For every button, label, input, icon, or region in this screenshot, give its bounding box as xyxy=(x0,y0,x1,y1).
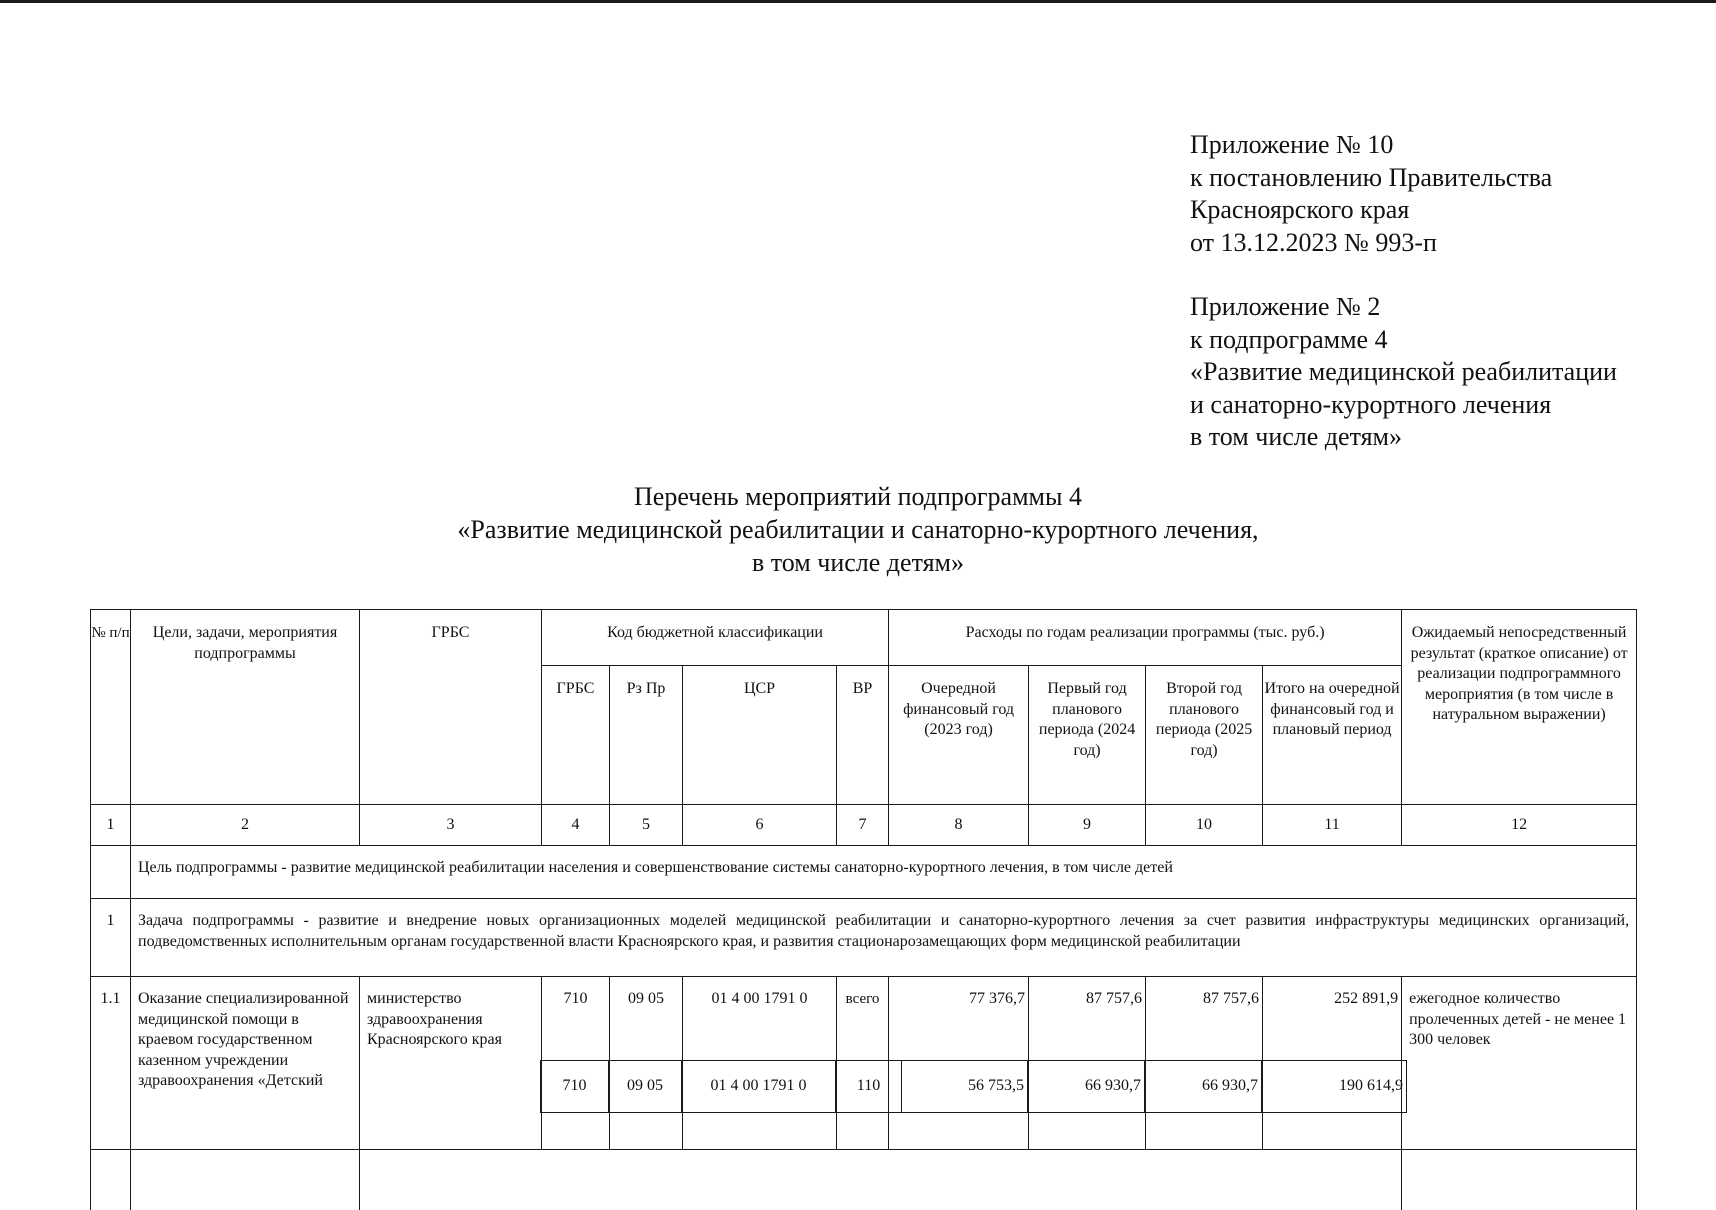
csr-code: 01 4 00 1791 0 xyxy=(683,977,837,1150)
column-number: 5 xyxy=(610,805,683,846)
title-line: в том числе детям» xyxy=(0,546,1716,579)
amount-2025: 66 930,7 xyxy=(1145,1061,1262,1113)
task-row xyxy=(91,899,1637,977)
goal-text: Цель подпрограммы - развитие медицинской реабилитации населения и совершенствование системы санаторно-курортного лечения, в том числе детей xyxy=(131,846,1637,899)
grbs-name: министерство здравоохранения Красноярского края xyxy=(360,977,542,1150)
grbs-code: 710 xyxy=(542,977,610,1150)
header-total: Итого на очередной финансовый год и плановый период xyxy=(1263,666,1402,805)
header-no: № п/п xyxy=(91,610,131,805)
column-number: 3 xyxy=(360,805,542,846)
header-expenses: Расходы по годам реализации программы (тыс. руб.) xyxy=(889,610,1402,666)
header-vr: ВР xyxy=(837,666,889,805)
appendix-2-line: к подпрограмме 4 xyxy=(1190,324,1617,357)
column-number-row xyxy=(91,805,1637,846)
task-no: 1 xyxy=(91,899,131,977)
header-result: Ожидаемый непосредственный результат (краткое описание) от реализации подпрограммного мероприятия (в том числе в натуральном выражении) xyxy=(1402,610,1637,805)
amount-total: 190 614,9 xyxy=(1262,1061,1407,1113)
vr-code: всего xyxy=(837,977,889,1150)
measure-text: Оказание специализированной медицинской помощи в краевом государственном казенном учреждении здравоохранения «Детский xyxy=(131,977,360,1150)
column-number: 2 xyxy=(131,805,360,846)
header-year-2023: Очередной финансовый год (2023 год) xyxy=(889,666,1029,805)
rz-pr: 09 05 xyxy=(609,1061,682,1113)
column-number: 10 xyxy=(1146,805,1263,846)
title-line: Перечень мероприятий подпрограммы 4 xyxy=(0,480,1716,513)
grbs-code: 710 xyxy=(541,1061,609,1113)
expected-result: ежегодное количество пролеченных детей - не менее 1 300 человек xyxy=(1402,977,1637,1150)
column-number: 9 xyxy=(1029,805,1146,846)
column-number: 12 xyxy=(1402,805,1637,846)
csr-code: 01 4 00 1791 0 xyxy=(682,1061,836,1113)
funding-subrow-table xyxy=(540,1060,1407,1113)
header-goals: Цели, задачи, мероприятия подпрограммы xyxy=(131,610,360,805)
column-number: 1 xyxy=(91,805,131,846)
appendix-2-line: и санаторно-курортного лечения xyxy=(1190,389,1617,422)
appendix-10-line: к постановлению Правительства xyxy=(1190,162,1552,195)
scan-top-edge xyxy=(0,0,1716,3)
amount-2024: 87 757,6 xyxy=(1029,977,1146,1150)
header-year-2024: Первый год планового периода (2024 год) xyxy=(1029,666,1146,805)
column-number: 4 xyxy=(542,805,610,846)
appendix-10-header xyxy=(1190,129,1552,259)
appendix-2-line: Приложение № 2 xyxy=(1190,291,1617,324)
header-rz-pr: Рз Пр xyxy=(610,666,683,805)
header-grbs: ГРБС xyxy=(360,610,542,805)
amount-2024: 66 930,7 xyxy=(1028,1061,1145,1113)
rz-pr: 09 05 xyxy=(610,977,683,1150)
appendix-10-line: от 13.12.2023 № 993-п xyxy=(1190,227,1552,260)
goal-row xyxy=(91,846,1637,899)
continuation-row xyxy=(91,1150,1637,1210)
row-no: 1.1 xyxy=(91,977,131,1150)
amount-total: 252 891,9 xyxy=(1263,977,1402,1150)
vr-code: 110 xyxy=(836,1061,902,1113)
appendix-10-line: Красноярского края xyxy=(1190,194,1552,227)
goal-no-cell xyxy=(91,846,131,899)
appendix-2-line: «Развитие медицинской реабилитации xyxy=(1190,356,1617,389)
continuation-cell xyxy=(131,1150,360,1210)
column-number: 8 xyxy=(889,805,1029,846)
appendix-2-header xyxy=(1190,291,1617,454)
amount-2023: 77 376,7 xyxy=(889,977,1029,1150)
column-number: 11 xyxy=(1263,805,1402,846)
header-year-2025: Второй год планового периода (2025 год) xyxy=(1146,666,1263,805)
continuation-cell xyxy=(1402,1150,1637,1210)
task-text: Задача подпрограммы - развитие и внедрение новых организационных моделей медицинской реабилитации и санаторно-курортного лечения за счет развития инфраструктуры медицинских организаций, подведомственных исполнительным органам государственной власти Красноярского края, и развития стационарозамещающих форм медицинской реабилитации xyxy=(131,899,1637,977)
appendix-10-line: Приложение № 10 xyxy=(1190,129,1552,162)
header-code-grbs: ГРБС xyxy=(542,666,610,805)
title-line: «Развитие медицинской реабилитации и санаторно-курортного лечения, xyxy=(0,513,1716,546)
table-row xyxy=(541,1061,1407,1113)
header-budget-code: Код бюджетной классификации xyxy=(542,610,889,666)
document-title xyxy=(0,480,1716,579)
continuation-cell xyxy=(360,1150,1402,1210)
amount-2023: 56 753,5 xyxy=(902,1061,1028,1113)
measures-table xyxy=(90,609,1637,1210)
column-number: 7 xyxy=(837,805,889,846)
amount-2025: 87 757,6 xyxy=(1146,977,1263,1150)
header-csr: ЦСР xyxy=(683,666,837,805)
column-number: 6 xyxy=(683,805,837,846)
continuation-cell xyxy=(91,1150,131,1210)
appendix-2-line: в том числе детям» xyxy=(1190,421,1617,454)
